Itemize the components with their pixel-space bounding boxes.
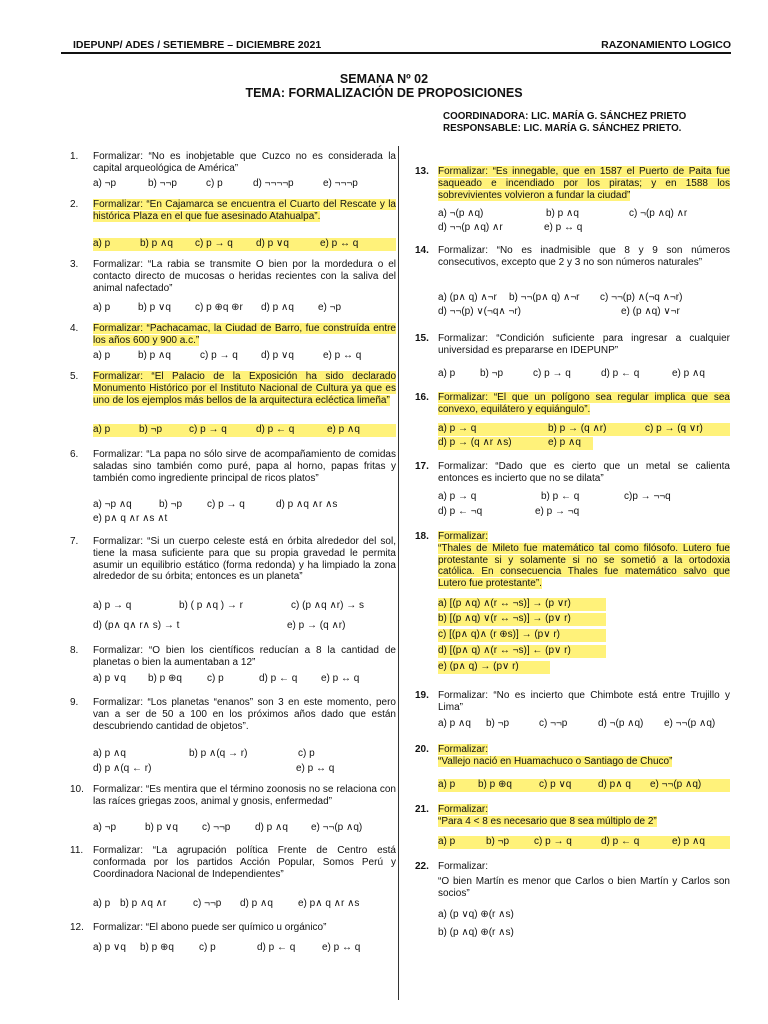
option-d: d) p ← q bbox=[601, 368, 640, 379]
question-quote: “Para 4 < 8 es necesario que 8 sea múltiplo de 2” bbox=[438, 815, 657, 827]
question-text: Formalizar: “El Palacio de la Exposición ha sido declarado Monumento Histórico por el Instituto Nacional de Cultura ya que es uno de los ejemplos más bellos de la arquitectura ecléctica limeña” bbox=[93, 371, 396, 406]
header-left: IDEPUNP/ ADES / SETIEMBRE – DICIEMBRE 2021 bbox=[73, 39, 322, 51]
option-b: b) ¬p bbox=[486, 718, 510, 729]
option-e: e) ¬¬(p ∧q) bbox=[650, 779, 702, 790]
option-b: b) p ∧(q → r) bbox=[189, 748, 248, 759]
option-c: c) p bbox=[207, 673, 224, 684]
question-text bbox=[438, 861, 730, 899]
option-b: b) ¬p bbox=[139, 424, 163, 435]
question-number: 8. bbox=[70, 645, 79, 656]
option-a: a) p bbox=[438, 779, 456, 790]
question-quote: “Thales de Mileto fue matemático tal como filósofo. Lutero fue protestante si y solamente si no se sometió a la ortodoxia católica. En consecuencia Thales fue matemático salvo que Lutero fue protestante”. bbox=[438, 542, 730, 590]
question-text: Formalizar: “Pachacamac, la Ciudad de Barro, fue construída entre los años 600 y 900 a.c.” bbox=[93, 323, 396, 346]
option-e: e) p ∧q bbox=[548, 437, 581, 448]
option-b: b) p ∧q bbox=[138, 350, 171, 361]
option-a: a) ¬(p ∧q) bbox=[438, 208, 484, 219]
question-number: 22. bbox=[415, 861, 429, 872]
option-e: e) p → ¬q bbox=[535, 506, 580, 517]
option-b: b) p ⊕q bbox=[140, 942, 174, 953]
question-prompt: Formalizar: bbox=[438, 531, 489, 542]
option-b: b) p ∨q bbox=[145, 822, 178, 833]
question-prompt: Formalizar: bbox=[438, 861, 489, 872]
option-d: d) (p∧ q∧ r∧ s) → t bbox=[93, 620, 180, 631]
question-text: Formalizar: “El que un polígono sea regular implica que sea convexo, equilátero y equiángulo”. bbox=[438, 392, 730, 415]
option-c: c) [(p∧ q)∧ (r ⊕s)] → (p∨ r) bbox=[438, 629, 560, 640]
question-number: 3. bbox=[70, 259, 79, 270]
option-c: c) p → q bbox=[533, 368, 571, 379]
question-number: 12. bbox=[70, 922, 84, 933]
question-number: 11. bbox=[70, 845, 84, 856]
question-text bbox=[438, 744, 730, 768]
question-number: 13. bbox=[415, 166, 429, 177]
question-text: Formalizar: “Es mentira que el término zoonosis no se relaciona con las raíces griegas zoos, animal y gnosis, enfermedad” bbox=[93, 784, 396, 807]
option-e: e) p ↔ q bbox=[544, 222, 583, 233]
option-d: d) [(p∧ q) ∧(r ↔ ¬s)] ← (p∨ r) bbox=[438, 645, 571, 656]
option-a: a) [(p ∧q) ∧(r ↔ ¬s)] → (p ∨r) bbox=[438, 598, 571, 609]
question-number: 19. bbox=[415, 690, 429, 701]
title-topic: TEMA: FORMALIZACIÓN DE PROPOSICIONES bbox=[245, 86, 523, 100]
question-number: 15. bbox=[415, 333, 429, 344]
option-b: b) p ∧q bbox=[546, 208, 579, 219]
option-e: e) p ∧q bbox=[327, 424, 360, 435]
option-d: d) p ∧q bbox=[255, 822, 288, 833]
column-divider bbox=[398, 146, 399, 1000]
option-d: d) ¬¬(p ∧q) ∧r bbox=[438, 222, 503, 233]
option-a: a) p ∨q bbox=[93, 942, 126, 953]
option-e: e) p ↔ q bbox=[323, 350, 362, 361]
option-c: c) p ∨q bbox=[539, 779, 572, 790]
option-e: e) p∧ q ∧r ∧s ∧t bbox=[93, 513, 168, 524]
question-text: Formalizar: “En Cajamarca se encuentra el Cuarto del Rescate y la histórica Plaza en el que fue asesinado Atahualpa”. bbox=[93, 199, 396, 222]
option-b: b) p ← q bbox=[541, 491, 580, 502]
title-week: SEMANA Nº 02 bbox=[339, 72, 429, 86]
option-d: d) p ∧q bbox=[261, 302, 294, 313]
question-text: Formalizar: “Los planetas “enanos” son 3 en este momento, pero van a ser de 50 a 100 en los próximos años dado que están descubriendo cantidad de objetos”. bbox=[93, 697, 396, 732]
page-header bbox=[61, 39, 731, 52]
option-e: e) p ∧q bbox=[672, 368, 705, 379]
option-e: e) p → (q ∧r) bbox=[287, 620, 346, 631]
option-e: e) p ↔ q bbox=[296, 763, 335, 774]
question-prompt: Formalizar: bbox=[438, 744, 489, 755]
option-c: c) ¬¬p bbox=[193, 898, 222, 909]
option-b: b) p ⊕q bbox=[148, 673, 182, 684]
option-b: b) ¬p bbox=[480, 368, 504, 379]
option-b: b) [(p ∧q) ∨(r ↔ ¬s)] → (p∨ r) bbox=[438, 613, 571, 624]
question-number: 20. bbox=[415, 744, 429, 755]
option-d: d) p → (q ∧r ∧s) bbox=[438, 437, 512, 448]
option-d: d) p ← q bbox=[257, 942, 296, 953]
option-a: a) ¬p ∧q bbox=[93, 499, 132, 510]
option-d: d) p ← q bbox=[256, 424, 295, 435]
option-a: a) ¬p bbox=[93, 822, 117, 833]
option-d: d) ¬¬(p) ∨(¬q∧ ¬r) bbox=[438, 306, 521, 317]
option-c: c) ¬¬(p) ∧(¬q ∧¬r) bbox=[600, 292, 683, 303]
option-e: e) ¬¬(p ∧q) bbox=[311, 822, 363, 833]
question-text: Formalizar: “La rabia se transmite O bien por la mordedura o el contacto directo de mucosas o heridas recientes con la saliva del animal nafectado” bbox=[93, 259, 396, 294]
option-c: c) p → q bbox=[534, 836, 572, 847]
question-number: 5. bbox=[70, 371, 79, 382]
option-d: d) ¬(p ∧q) bbox=[598, 718, 644, 729]
question-number: 9. bbox=[70, 697, 79, 708]
option-c: c) p → q bbox=[207, 499, 245, 510]
option-a: a) ¬p bbox=[93, 178, 117, 189]
option-a: a) p → q bbox=[438, 423, 477, 434]
coordinator: COORDINADORA: LIC. MARÍA G. SÁNCHEZ PRIETO bbox=[443, 111, 687, 122]
option-a: a) (p∧ q) ∧¬r bbox=[438, 292, 497, 303]
option-e: e) p ↔ q bbox=[321, 673, 360, 684]
question-text: Formalizar: “Si un cuerpo celeste está en órbita alrededor del sol, tiene la masa suficiente para que su propia gravedad le permita asumir un equilibrio estático (forma redonda) y ha limpiado la zona alrededor de su órbita; entonces es un planeta” bbox=[93, 536, 396, 583]
option-a: a) p ∨q bbox=[93, 673, 126, 684]
option-c: c) p → q bbox=[189, 424, 227, 435]
option-a: a) p bbox=[438, 368, 456, 379]
option-d: d) p ∧q bbox=[240, 898, 273, 909]
option-a: a) p bbox=[438, 836, 456, 847]
option-c: c) p bbox=[199, 942, 216, 953]
option-b: b) ¬p bbox=[486, 836, 510, 847]
option-b: b) p → (q ∧r) bbox=[548, 423, 607, 434]
option-b: b) (p ∧q) ⊕(r ∧s) bbox=[438, 927, 514, 938]
option-b: b) p ∨q bbox=[138, 302, 171, 313]
question-text: Formalizar: “No es inobjetable que Cuzco no es considerada la capital arqueológica de América” bbox=[93, 151, 396, 174]
option-a: a) p bbox=[93, 424, 111, 435]
option-c: c) ¬(p ∧q) ∧r bbox=[629, 208, 688, 219]
option-a: a) p bbox=[93, 898, 111, 909]
question-number: 4. bbox=[70, 323, 79, 334]
option-c: c) p → q bbox=[200, 350, 238, 361]
option-a: a) p bbox=[93, 350, 111, 361]
option-e: e) p ∧q bbox=[672, 836, 705, 847]
option-c: c) ¬¬p bbox=[539, 718, 568, 729]
option-e: e) ¬¬(p ∧q) bbox=[664, 718, 716, 729]
question-number: 2. bbox=[70, 199, 79, 210]
question-number: 1. bbox=[70, 151, 79, 162]
option-c: c) p ⊕q ⊕r bbox=[195, 302, 243, 313]
option-e: e) p ↔ q bbox=[320, 238, 359, 249]
option-b: b) ( p ∧q ) → r bbox=[179, 600, 243, 611]
option-a: a) p ∧q bbox=[93, 748, 126, 759]
option-c: c) p → (q ∨r) bbox=[645, 423, 703, 434]
option-d: d) ¬¬¬¬p bbox=[253, 178, 294, 189]
option-b: b) p ⊕q bbox=[478, 779, 512, 790]
option-d: d) p ∨q bbox=[261, 350, 294, 361]
question-number: 7. bbox=[70, 536, 79, 547]
option-d: d) p ← q bbox=[259, 673, 298, 684]
question-number: 10. bbox=[70, 784, 84, 795]
option-d: d) p ∨q bbox=[256, 238, 289, 249]
option-d: d) p∧ q bbox=[598, 779, 631, 790]
question-text: Formalizar: “Es innegable, que en 1587 el Puerto de Paita fue saqueado e incendiado por los piratas; y en 1588 los sobrevivientes volvieron a fundar la ciudad” bbox=[438, 166, 730, 201]
option-e: e) (p ∧q) ∨¬r bbox=[621, 306, 680, 317]
option-b: b) ¬¬(p∧ q) ∧¬r bbox=[509, 292, 580, 303]
question-quote: “Vallejo nació en Huamachuco o Santiago de Chuco” bbox=[438, 755, 673, 767]
responsible: RESPONSABLE: LIC. MARÍA G. SÁNCHEZ PRIETO. bbox=[443, 123, 682, 135]
question-text: Formalizar: “No es inadmisible que 8 y 9 son números consecutivos, excepto que 2 y 3 no son números naturales” bbox=[438, 245, 730, 268]
question-text: Formalizar: “La papa no sólo sirve de acompañamiento de comidas saladas sino también como puré, papa al horno, papas fritas y también como ingrediente principal de ricos platos” bbox=[93, 449, 396, 484]
option-d: d) p ∧q ∧r ∧s bbox=[276, 499, 338, 510]
question-prompt: Formalizar: bbox=[438, 804, 489, 815]
header-rule bbox=[61, 52, 731, 54]
staff-block bbox=[443, 111, 686, 135]
question-text: Formalizar: “No es incierto que Chimbote está entre Trujillo y Lima” bbox=[438, 690, 730, 713]
option-c: c)p → ¬¬q bbox=[624, 491, 671, 502]
option-d: d) p ← ¬q bbox=[438, 506, 483, 517]
option-a: a) p → q bbox=[438, 491, 477, 502]
option-e: e) p∧ q ∧r ∧s bbox=[298, 898, 360, 909]
option-c: c) ¬¬p bbox=[202, 822, 231, 833]
option-a: a) p bbox=[93, 238, 111, 249]
option-c: c) p bbox=[206, 178, 223, 189]
option-e: e) ¬p bbox=[318, 302, 342, 313]
question-number: 18. bbox=[415, 531, 429, 542]
option-e: e) ¬¬¬p bbox=[323, 178, 358, 189]
option-e: e) p ↔ q bbox=[322, 942, 361, 953]
question-text: Formalizar: “La agrupación política Frente de Centro está conformada por los partidos Acción Popular, Somos Perú y Coordinadora Nacional de Independientes” bbox=[93, 845, 396, 880]
question-text: Formalizar: “Dado que es cierto que un metal se calienta entonces es incierto que no se dilata” bbox=[438, 461, 730, 484]
question-text bbox=[438, 531, 730, 590]
option-a: a) (p ∨q) ⊕(r ∧s) bbox=[438, 909, 514, 920]
question-text: Formalizar: “El abono puede ser químico u orgánico” bbox=[93, 922, 327, 933]
option-a: a) p bbox=[93, 302, 111, 313]
option-e: e) (p∧ q) → (p∨ r) bbox=[438, 661, 519, 672]
option-b: b) p ∧q ∧r bbox=[120, 898, 167, 909]
option-d: d) p ∧(q ← r) bbox=[93, 763, 152, 774]
question-text bbox=[438, 804, 730, 828]
question-text: Formalizar: “O bien los científicos reducían a 8 la cantidad de planetas o bien la aumentaban a 12” bbox=[93, 645, 396, 668]
header-right: RAZONAMIENTO LOGICO bbox=[601, 39, 731, 51]
option-b: b) ¬¬p bbox=[148, 178, 177, 189]
question-number: 17. bbox=[415, 461, 429, 472]
question-number: 6. bbox=[70, 449, 79, 460]
option-a: a) p ∧q bbox=[438, 718, 471, 729]
question-text: Formalizar: “Condición suficiente para ingresar a cualquier universidad es prepararse en IDEPUNP” bbox=[438, 333, 730, 356]
option-d: d) p ← q bbox=[601, 836, 640, 847]
option-c: c) p → q bbox=[195, 238, 233, 249]
option-b: b) ¬p bbox=[159, 499, 183, 510]
option-b: b) p ∧q bbox=[140, 238, 173, 249]
option-a: a) p → q bbox=[93, 600, 132, 611]
option-c: c) (p ∧q ∧r) → s bbox=[291, 600, 364, 611]
option-c: c) p bbox=[298, 748, 315, 759]
question-quote: “O bien Martín es menor que Carlos o bien Martín y Carlos son socios” bbox=[438, 875, 730, 899]
question-number: 16. bbox=[415, 392, 429, 403]
question-number: 14. bbox=[415, 245, 429, 256]
question-number: 21. bbox=[415, 804, 429, 815]
